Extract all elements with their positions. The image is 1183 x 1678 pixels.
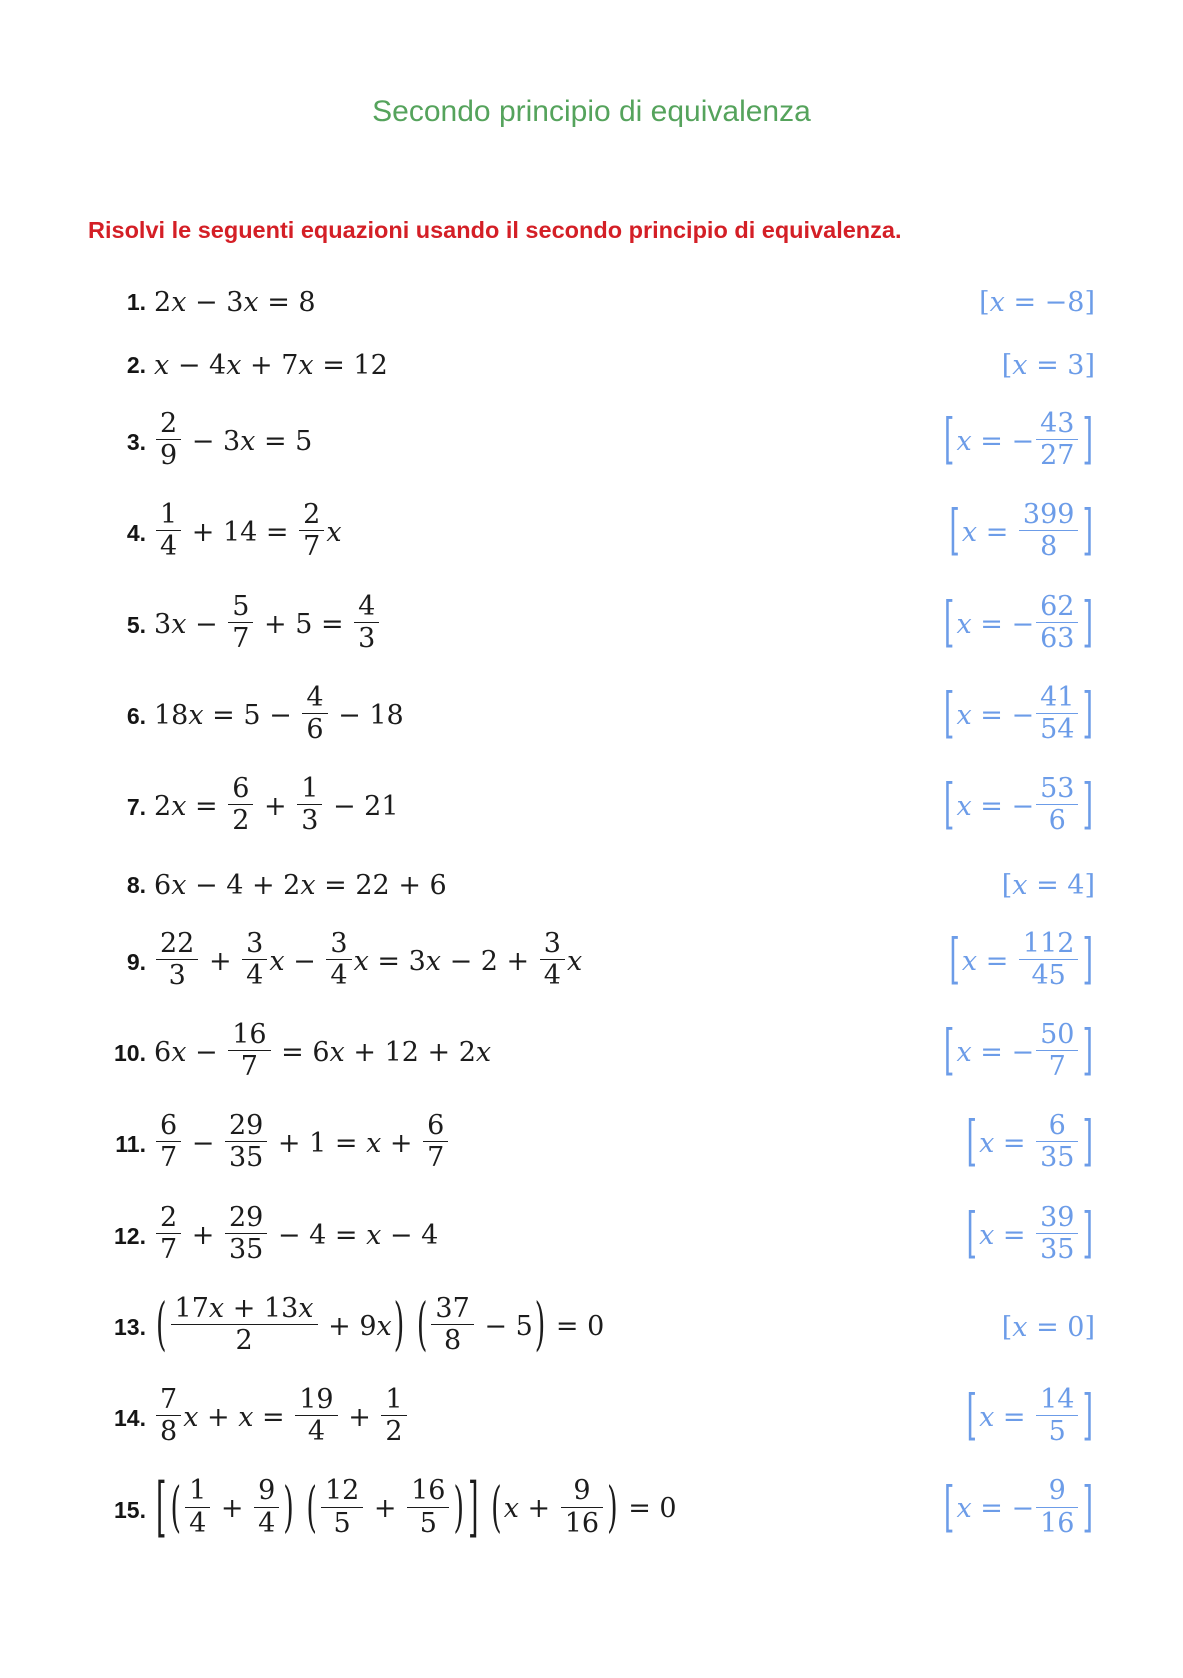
big-bracket: ] <box>1082 1020 1093 1083</box>
problem-row <box>60 1018 1095 1084</box>
problem-equation: $\frac{2}{9}$ − 3x = 5 <box>154 412 312 473</box>
problem-equation: [ ( $\frac{1}{4}$ + $\frac{9}{4}$ ) ( $\frac{12}{5}$ + $\frac{16}{5}$ ) ] (x + $\frac{9}{16}$ ) = 0 <box>156 1470 677 1546</box>
big-paren: ( <box>416 1292 428 1359</box>
fraction: $\frac{1}{4}$ <box>185 1476 210 1537</box>
big-bracket: ] <box>1082 500 1093 563</box>
fraction: $\frac{3}{4}$ <box>326 929 351 990</box>
problem-number: 4. <box>126 520 146 547</box>
problem-answer: [x = − $\frac{9}{16}$ ] <box>943 1475 1093 1540</box>
big-bracket: [ <box>949 500 960 563</box>
problem-answer: [x = − $\frac{62}{63}$ ] <box>943 590 1093 655</box>
fraction: $\frac{7}{8}$ <box>156 1385 181 1446</box>
fraction: $\frac{4}{3}$ <box>354 592 379 653</box>
problem-equation: 2x − 3x = 8 <box>154 287 316 318</box>
big-bracket: [ <box>966 1385 978 1448</box>
fraction: $\frac{17x + 13x}{2}$ <box>171 1294 318 1355</box>
problem-row <box>60 1470 1095 1546</box>
big-bracket: ] <box>1082 1203 1093 1266</box>
fraction: $\frac{1}{3}$ <box>297 774 322 835</box>
big-paren: ) <box>393 1292 405 1359</box>
problem-answer: [x = $\frac{112}{45}$ ] <box>949 927 1093 992</box>
problem-answer: [x = $\frac{39}{35}$ ] <box>966 1201 1093 1266</box>
big-paren: ( <box>491 1477 502 1540</box>
big-bracket: ] <box>1082 683 1093 746</box>
fraction: $\frac{5}{7}$ <box>228 592 253 653</box>
problem-answer: [x = − $\frac{43}{27}$ ] <box>943 408 1093 472</box>
fraction: $\frac{1}{2}$ <box>381 1385 406 1446</box>
problem-answer: [x = 3] <box>1001 350 1095 381</box>
problem-number: 2. <box>126 352 146 378</box>
problem-equation: 6x − 4 + 2x = 22 + 6 <box>154 869 447 901</box>
fraction: $\frac{16}{7}$ <box>228 1020 270 1081</box>
problem-equation: x − 4x + 7x = 12 <box>154 350 388 381</box>
fraction: $\frac{6}{2}$ <box>228 774 253 835</box>
big-paren: ( <box>156 1292 167 1359</box>
problem-equation: $\frac{6}{7}$ − $\frac{29}{35}$ + 1 = x + $\frac{6}{7}$ <box>154 1114 450 1175</box>
problem-equation: 18x = 5 − $\frac{4}{6}$ − 18 <box>154 681 404 746</box>
big-bracket: ] <box>1082 409 1093 472</box>
fraction: $\frac{3}{4}$ <box>540 929 565 990</box>
big-bracket: [ <box>943 683 955 746</box>
big-bracket: [ <box>943 592 955 655</box>
big-bracket: ] <box>1082 592 1093 655</box>
problem-answer: [x = 0] <box>1001 1311 1095 1343</box>
problem-row <box>60 286 1095 319</box>
problem-number: 10. <box>114 1040 146 1067</box>
fraction: $\frac{39}{35}$ <box>1036 1203 1078 1264</box>
big-paren: ) <box>283 1477 294 1540</box>
fraction: $\frac{4}{6}$ <box>302 683 327 744</box>
problem-answer: [x = − $\frac{53}{6}$ ] <box>943 773 1093 837</box>
problem-row <box>60 1292 1095 1359</box>
fraction: $\frac{43}{27}$ <box>1036 409 1078 470</box>
problem-number: 11. <box>115 1131 146 1158</box>
problem-row <box>60 349 1095 382</box>
big-bracket: [ <box>156 1470 167 1546</box>
fraction: $\frac{2}{7}$ <box>156 1203 181 1264</box>
big-paren: ) <box>534 1292 546 1359</box>
problem-number: 9. <box>126 948 146 975</box>
problems-list <box>60 286 1095 1546</box>
fraction: $\frac{14}{5}$ <box>1036 1385 1078 1446</box>
problem-equation: 6x − $\frac{16}{7}$ = 6x + 12 + 2x <box>154 1018 492 1083</box>
big-bracket: ] <box>468 1470 479 1546</box>
big-bracket: [ <box>966 1111 978 1174</box>
problem-row <box>60 590 1095 656</box>
fraction: $\frac{6}{7}$ <box>423 1111 448 1172</box>
big-bracket: [ <box>943 774 955 837</box>
problem-row <box>60 1384 1095 1449</box>
fraction: $\frac{12}{5}$ <box>321 1476 363 1537</box>
problem-equation: $\frac{22}{3}$ + $\frac{3}{4}$ x − $\frac{3}{4}$ x = 3x − 2 + $\frac{3}{4}$ x <box>154 932 582 993</box>
fraction: $\frac{19}{4}$ <box>295 1385 337 1446</box>
fraction: $\frac{29}{35}$ <box>225 1111 267 1172</box>
problem-answer: [x = 4] <box>1001 869 1095 901</box>
instruction-text: Risolvi le seguenti equazioni usando il secondo principio di equivalenza. <box>88 217 902 243</box>
fraction: $\frac{50}{7}$ <box>1036 1020 1078 1081</box>
fraction: $\frac{2}{9}$ <box>156 409 181 470</box>
problem-row <box>60 1201 1095 1267</box>
big-bracket: ] <box>1082 1385 1093 1448</box>
fraction: $\frac{16}{5}$ <box>407 1476 449 1537</box>
problem-answer: [x = −8] <box>979 287 1095 318</box>
big-bracket: [ <box>949 929 960 992</box>
problem-number: 8. <box>126 871 146 898</box>
fraction: $\frac{53}{6}$ <box>1036 774 1078 835</box>
fraction: $\frac{62}{63}$ <box>1036 592 1078 653</box>
big-bracket: [ <box>943 409 955 472</box>
problem-row <box>60 1110 1095 1175</box>
big-paren: ( <box>170 1477 182 1540</box>
problem-answer: [x = $\frac{399}{8}$ ] <box>949 499 1093 563</box>
problem-equation: 2x = $\frac{6}{2}$ + $\frac{1}{3}$ − 21 <box>154 773 399 837</box>
big-bracket: [ <box>943 1477 955 1540</box>
problem-equation: $\frac{1}{4}$ + 14 = $\frac{2}{7}$ x <box>154 503 342 564</box>
problem-number: 5. <box>126 611 146 638</box>
problem-row <box>60 499 1095 564</box>
problem-row <box>60 869 1095 902</box>
big-paren: ) <box>607 1477 618 1540</box>
fraction: $\frac{3}{4}$ <box>242 929 267 990</box>
big-paren: ( <box>306 1477 317 1540</box>
fraction: $\frac{112}{45}$ <box>1019 929 1079 990</box>
problem-equation: $\frac{2}{7}$ + $\frac{29}{35}$ − 4 = x − 4 <box>154 1206 438 1267</box>
big-bracket: ] <box>1082 1477 1093 1540</box>
problem-number: 6. <box>126 703 146 730</box>
problem-equation: $\frac{7}{8}$ x + x = $\frac{19}{4}$ + $\frac{1}{2}$ <box>154 1388 409 1449</box>
problem-answer: [x = − $\frac{50}{7}$ ] <box>943 1018 1093 1083</box>
problem-row <box>60 927 1095 993</box>
problem-number: 3. <box>126 429 146 456</box>
page-title: Secondo principio di equivalenza <box>372 95 811 128</box>
problem-answer: [x = − $\frac{41}{54}$ ] <box>943 681 1093 746</box>
fraction: $\frac{29}{35}$ <box>225 1203 267 1264</box>
fraction: $\frac{22}{3}$ <box>156 929 198 990</box>
problem-number: 1. <box>126 289 146 315</box>
big-bracket: ] <box>1082 929 1093 992</box>
fraction: $\frac{6}{35}$ <box>1036 1111 1078 1172</box>
fraction: $\frac{9}{16}$ <box>1036 1476 1078 1537</box>
fraction: $\frac{9}{4}$ <box>254 1476 279 1537</box>
problem-number: 14. <box>114 1405 146 1432</box>
fraction: $\frac{1}{4}$ <box>156 500 181 561</box>
big-paren: ) <box>453 1477 465 1540</box>
big-bracket: [ <box>943 1020 955 1083</box>
fraction: $\frac{9}{16}$ <box>561 1476 603 1537</box>
problem-number: 7. <box>126 794 146 821</box>
problem-row <box>60 773 1095 838</box>
fraction: $\frac{6}{7}$ <box>156 1111 181 1172</box>
problem-number: 12. <box>114 1222 146 1249</box>
fraction: $\frac{2}{7}$ <box>299 500 324 561</box>
problem-equation: ( $\frac{17x + 13x}{2}$ + 9x) ( $\frac{37}{8}$ − 5) = 0 <box>156 1292 605 1359</box>
big-bracket: ] <box>1082 774 1093 837</box>
fraction: $\frac{399}{8}$ <box>1019 500 1079 561</box>
problem-row <box>60 408 1095 473</box>
big-bracket: ] <box>1082 1111 1093 1174</box>
problem-equation: 3x − $\frac{5}{7}$ + 5 = $\frac{4}{3}$ <box>154 595 381 656</box>
problem-number: 15. <box>114 1496 146 1523</box>
problem-answer: [x = $\frac{14}{5}$ ] <box>966 1384 1093 1448</box>
problem-number: 13. <box>114 1313 146 1340</box>
problem-answer: [x = $\frac{6}{35}$ ] <box>966 1110 1093 1174</box>
big-bracket: [ <box>966 1203 978 1266</box>
fraction: $\frac{41}{54}$ <box>1036 683 1078 744</box>
problem-row <box>60 681 1095 747</box>
fraction: $\frac{37}{8}$ <box>431 1294 473 1355</box>
